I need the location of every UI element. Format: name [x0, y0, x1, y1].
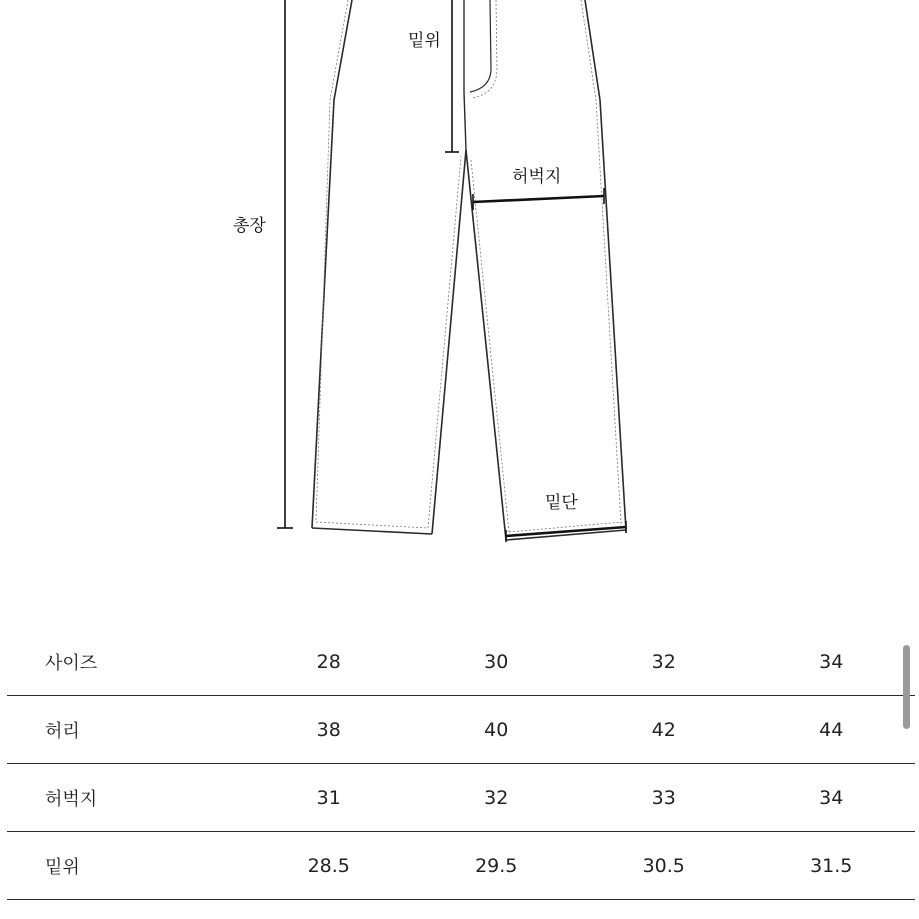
right-leg-inner-stitch	[471, 160, 509, 532]
right-leg-inner-line	[466, 150, 506, 540]
right-leg-outer-stitch	[581, 0, 621, 524]
fly-curve-line	[470, 0, 491, 92]
table-cell: 38	[245, 696, 413, 764]
table-row-thigh	[7, 764, 915, 832]
table-cell: 33	[580, 764, 748, 832]
left-leg-inner-line	[432, 150, 466, 534]
row-label-rise: 밑위	[7, 832, 245, 900]
table-row-rise	[7, 832, 915, 900]
table-cell: 31	[245, 764, 413, 832]
thigh-measure-line	[473, 196, 604, 202]
left-leg-hem-stitch	[316, 522, 428, 528]
table-cell: 30.5	[580, 832, 748, 900]
table-cell: 32	[413, 764, 581, 832]
left-leg-outer-line	[312, 0, 352, 528]
fly-curve-stitch	[472, 0, 497, 98]
right-leg-outer-line	[585, 0, 626, 530]
rise-label: 밑위	[408, 31, 441, 51]
row-label-thigh: 허벅지	[7, 764, 245, 832]
vertical-scrollbar[interactable]	[903, 645, 910, 729]
table-cell: 44	[748, 696, 916, 764]
table-cell: 29.5	[413, 832, 581, 900]
table-row-waist	[7, 696, 915, 764]
table-cell: 34	[748, 628, 916, 696]
table-cell: 34	[748, 764, 916, 832]
total-length-label: 총장	[233, 216, 266, 236]
fly-seam-line	[464, 0, 466, 150]
row-label-size: 사이즈	[7, 628, 245, 696]
table-cell: 32	[580, 628, 748, 696]
left-leg-hem-line	[312, 528, 432, 534]
thigh-label: 허벅지	[512, 167, 562, 187]
table-cell: 31.5	[748, 832, 916, 900]
left-leg-inner-stitch	[428, 156, 461, 528]
size-table	[7, 628, 915, 900]
table-cell: 42	[580, 696, 748, 764]
hem-label: 밑단	[545, 493, 578, 513]
table-row-size	[7, 628, 915, 696]
table-cell: 28.5	[245, 832, 413, 900]
table-cell: 30	[413, 628, 581, 696]
table-cell: 28	[245, 628, 413, 696]
table-cell: 40	[413, 696, 581, 764]
left-leg-outer-stitch	[316, 0, 348, 522]
row-label-waist: 허리	[7, 696, 245, 764]
